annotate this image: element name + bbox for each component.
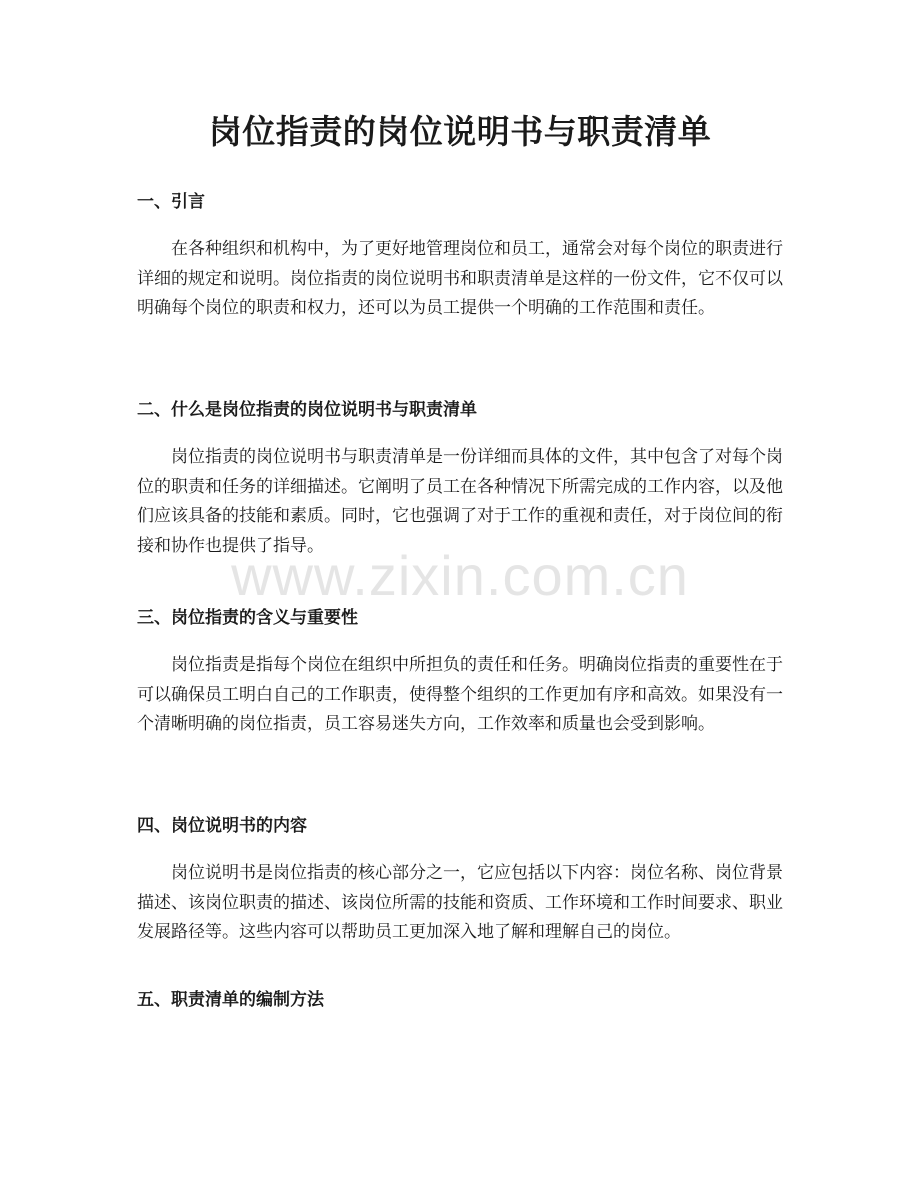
- section-paragraph-2: 岗位指责的岗位说明书与职责清单是一份详细而具体的文件，其中包含了对每个岗位的职责和任务的详细描述。它阐明了员工在各种情况下所需完成的工作内容，以及他们应该具备的技能和素质。同时，它也强调了对于工作的重视和责任，对于岗位间的衔接和协作也提供了指导。: [137, 447, 783, 556]
- section-paragraph-1: 在各种组织和机构中，为了更好地管理岗位和员工，通常会对每个岗位的职责进行详细的规定和说明。岗位指责的岗位说明书和职责清单是这样的一份文件，它不仅可以明确每个岗位的职责和权力，还可以为员工提供一个明确的工作范围和责任。: [137, 239, 783, 318]
- section-heading-1: 一、引言: [137, 192, 205, 212]
- document-title: 岗位指责的岗位说明书与职责清单: [208, 112, 712, 151]
- section-heading-4: 四、岗位说明书的内容: [137, 816, 307, 836]
- section-paragraph-3: 岗位指责是指每个岗位在组织中所担负的责任和任务。明确岗位指责的重要性在于可以确保员工明白自己的工作职责，使得整个组织的工作更加有序和高效。如果没有一个清晰明确的岗位指责，员工容易迷失方向，工作效率和质量也会受到影响。: [137, 655, 783, 734]
- section-heading-3: 三、岗位指责的含义与重要性: [137, 608, 358, 628]
- section-heading-2: 二、什么是岗位指责的岗位说明书与职责清单: [137, 400, 477, 420]
- watermark-text: www.zixin.com.cn: [231, 544, 689, 607]
- section-heading-5: 五、职责清单的编制方法: [137, 990, 324, 1010]
- section-paragraph-4: 岗位说明书是岗位指责的核心部分之一，它应包括以下内容：岗位名称、岗位背景描述、该岗位职责的描述、该岗位所需的技能和资质、工作环境和工作时间要求、职业发展路径等。这些内容可以帮助员工更加深入地了解和理解自己的岗位。: [137, 863, 783, 942]
